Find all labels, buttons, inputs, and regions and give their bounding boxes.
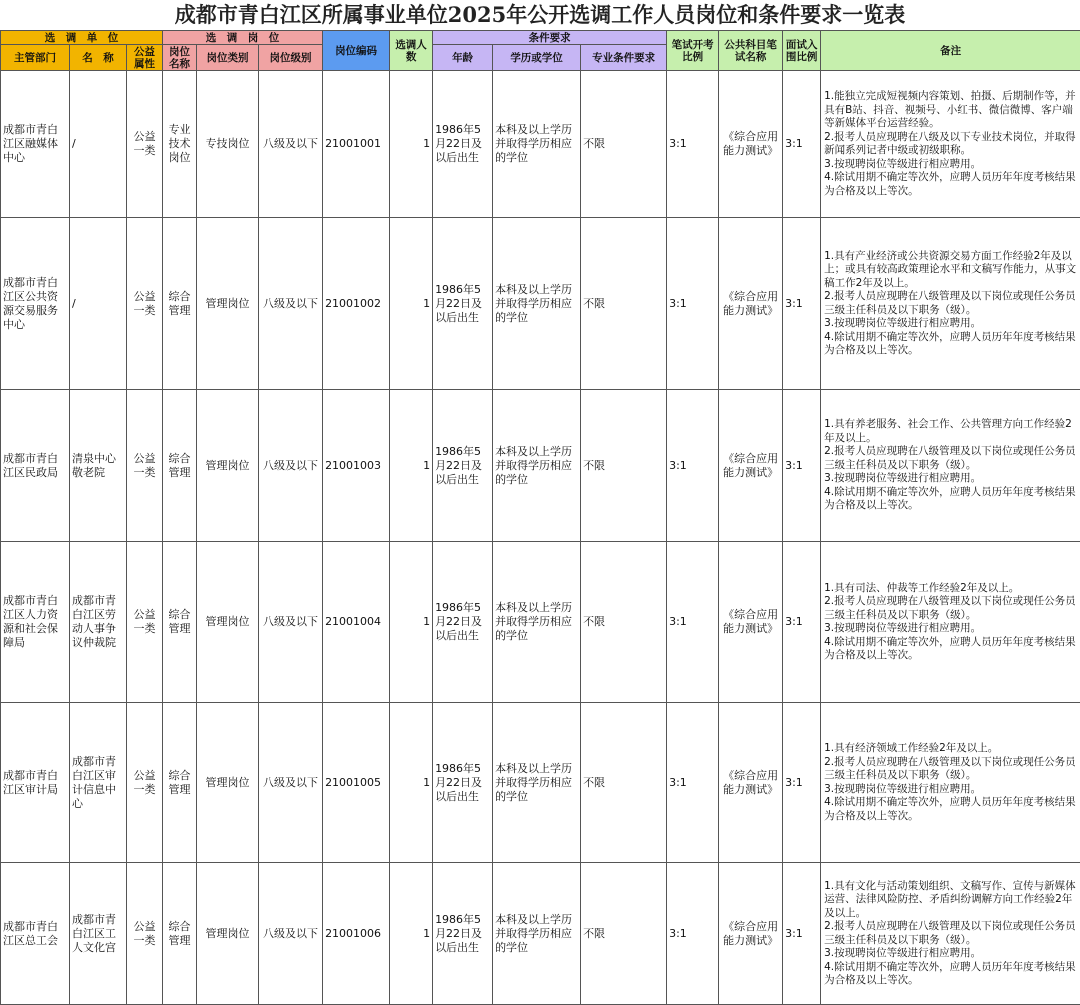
cell-count: 1: [390, 218, 433, 390]
header-code: 岗位编码: [323, 31, 390, 71]
note-line: 3.按现聘岗位等级进行相应聘用。: [824, 317, 1077, 331]
cell-subject: 《综合应用能力测试》: [719, 542, 783, 703]
table-row: [1, 703, 1080, 863]
cell-name: 清泉中心敬老院: [70, 390, 127, 542]
cell-notes: [821, 218, 1080, 390]
header-nature: 公益属性: [127, 45, 163, 71]
cell-notes: [821, 863, 1080, 1005]
cell-post-type: 管理岗位: [197, 542, 259, 703]
note-line: 1.具有文化与活动策划组织、文稿写作、宣传与新媒体运营、法律风险防控、矛盾纠纷调解方向工作经验2年及以上。: [824, 880, 1077, 921]
header-ratio-written: 笔试开考比例: [667, 31, 719, 71]
cell-dept: 成都市青白江区融媒体中心: [1, 71, 70, 218]
note-line: 4.除试用期不确定等次外，应聘人员历年年度考核结果为合格及以上等次。: [824, 171, 1077, 198]
cell-ratio-written: 3:1: [667, 542, 719, 703]
table-row: [1, 218, 1080, 390]
cell-ratio-interview: 3:1: [783, 390, 821, 542]
cell-post-name: 综合管理: [163, 703, 197, 863]
cell-notes: [821, 703, 1080, 863]
cell-code: 21001001: [323, 71, 390, 218]
cell-post-level: 八级及以下: [259, 703, 323, 863]
note-line: 3.按现聘岗位等级进行相应聘用。: [824, 783, 1077, 797]
note-line: 3.按现聘岗位等级进行相应聘用。: [824, 947, 1077, 961]
cell-code: 21001003: [323, 390, 390, 542]
cell-code: 21001006: [323, 863, 390, 1005]
cell-notes: [821, 542, 1080, 703]
cell-post-name: 专业技术岗位: [163, 71, 197, 218]
note-line: 4.除试用期不确定等次外，应聘人员历年年度考核结果为合格及以上等次。: [824, 636, 1077, 663]
cell-count: 1: [390, 390, 433, 542]
cell-post-level: 八级及以下: [259, 390, 323, 542]
cell-nature: 公益一类: [127, 218, 163, 390]
table-row: [1, 390, 1080, 542]
note-line: 2.报考人员应现聘在八级管理及以下岗位或现任公务员三级主任科员及以下职务（级）。: [824, 920, 1077, 947]
cell-ratio-interview: 3:1: [783, 542, 821, 703]
header-ratio-interview: 面试入围比例: [783, 31, 821, 71]
cell-dept: 成都市青白江区审计局: [1, 703, 70, 863]
cell-name: 成都市青白江区劳动人事争议仲裁院: [70, 542, 127, 703]
cell-nature: 公益一类: [127, 542, 163, 703]
cell-edu: 本科及以上学历并取得学历相应的学位: [493, 703, 581, 863]
cell-post-name: 综合管理: [163, 218, 197, 390]
note-line: 2.报考人员应现聘在八级及以下专业技术岗位，并取得新闻系列记者中级或初级职称。: [824, 131, 1077, 158]
cell-edu: 本科及以上学历并取得学历相应的学位: [493, 863, 581, 1005]
cell-ratio-written: 3:1: [667, 703, 719, 863]
cell-notes: [821, 390, 1080, 542]
note-line: 2.报考人员应现聘在八级管理及以下岗位或现任公务员三级主任科员及以下职务（级）。: [824, 290, 1077, 317]
header-post-group: 选 调 岗 位: [163, 31, 323, 45]
cell-code: 21001002: [323, 218, 390, 390]
cell-name: 成都市青白江区审计信息中心: [70, 703, 127, 863]
header-edu: 学历或学位: [493, 45, 581, 71]
cell-post-level: 八级及以下: [259, 863, 323, 1005]
header-unit-group: 选 调 单 位: [1, 31, 163, 45]
note-line: 4.除试用期不确定等次外，应聘人员历年年度考核结果为合格及以上等次。: [824, 796, 1077, 823]
cell-subject: 《综合应用能力测试》: [719, 863, 783, 1005]
cell-nature: 公益一类: [127, 703, 163, 863]
cell-post-type: 专技岗位: [197, 71, 259, 218]
table-row: [1, 542, 1080, 703]
note-line: 2.报考人员应现聘在八级管理及以下岗位或现任公务员三级主任科员及以下职务（级）。: [824, 595, 1077, 622]
cell-major: 不限: [581, 542, 667, 703]
header-post-level: 岗位级别: [259, 45, 323, 71]
cell-count: 1: [390, 863, 433, 1005]
cell-dept: 成都市青白江区民政局: [1, 390, 70, 542]
note-line: 3.按现聘岗位等级进行相应聘用。: [824, 622, 1077, 636]
cell-age: 1986年5月22日及以后出生: [433, 863, 493, 1005]
cell-name: /: [70, 218, 127, 390]
cell-nature: 公益一类: [127, 390, 163, 542]
cell-name: 成都市青白江区工人文化宫: [70, 863, 127, 1005]
cell-ratio-written: 3:1: [667, 390, 719, 542]
cell-age: 1986年5月22日及以后出生: [433, 703, 493, 863]
header-count: 选调人数: [390, 31, 433, 71]
note-line: 3.按现聘岗位等级进行相应聘用。: [824, 472, 1077, 486]
cell-count: 1: [390, 542, 433, 703]
cell-notes: [821, 71, 1080, 218]
header-cond-group: 条件要求: [433, 31, 667, 45]
cell-dept: 成都市青白江区人力资源和社会保障局: [1, 542, 70, 703]
note-line: 4.除试用期不确定等次外，应聘人员历年年度考核结果为合格及以上等次。: [824, 961, 1077, 988]
note-line: 4.除试用期不确定等次外，应聘人员历年年度考核结果为合格及以上等次。: [824, 486, 1077, 513]
table-row: [1, 71, 1080, 218]
header-name: 名 称: [70, 45, 127, 71]
cell-age: 1986年5月22日及以后出生: [433, 542, 493, 703]
note-line: 1.具有司法、仲裁等工作经验2年及以上。: [824, 582, 1077, 596]
cell-age: 1986年5月22日及以后出生: [433, 218, 493, 390]
cell-post-level: 八级及以下: [259, 218, 323, 390]
cell-major: 不限: [581, 390, 667, 542]
cell-major: 不限: [581, 703, 667, 863]
cell-ratio-interview: 3:1: [783, 71, 821, 218]
cell-post-name: 综合管理: [163, 542, 197, 703]
header-post-name: 岗位名称: [163, 45, 197, 71]
cell-name: /: [70, 71, 127, 218]
cell-post-type: 管理岗位: [197, 703, 259, 863]
cell-ratio-interview: 3:1: [783, 218, 821, 390]
cell-major: 不限: [581, 71, 667, 218]
note-line: 3.按现聘岗位等级进行相应聘用。: [824, 158, 1077, 172]
cell-nature: 公益一类: [127, 863, 163, 1005]
page-title: 成都市青白江区所属事业单位2025年公开选调工作人员岗位和条件要求一览表: [0, 0, 1080, 30]
note-line: 1.能独立完成短视频内容策划、拍摄、后期制作等，并具有B站、抖音、视频号、小红书、微信微博、客户端等新媒体平台运营经验。: [824, 90, 1077, 131]
cell-edu: 本科及以上学历并取得学历相应的学位: [493, 390, 581, 542]
cell-post-level: 八级及以下: [259, 542, 323, 703]
cell-major: 不限: [581, 863, 667, 1005]
note-line: 1.具有产业经济或公共资源交易方面工作经验2年及以上；或具有较高政策理论水平和文稿写作能力，从事文稿工作2年及以上。: [824, 250, 1077, 291]
cell-ratio-written: 3:1: [667, 218, 719, 390]
table-row: [1, 863, 1080, 1005]
cell-major: 不限: [581, 218, 667, 390]
cell-ratio-interview: 3:1: [783, 863, 821, 1005]
cell-code: 21001004: [323, 542, 390, 703]
cell-post-type: 管理岗位: [197, 863, 259, 1005]
cell-edu: 本科及以上学历并取得学历相应的学位: [493, 218, 581, 390]
cell-nature: 公益一类: [127, 71, 163, 218]
cell-ratio-written: 3:1: [667, 863, 719, 1005]
cell-count: 1: [390, 703, 433, 863]
cell-post-type: 管理岗位: [197, 390, 259, 542]
cell-subject: 《综合应用能力测试》: [719, 703, 783, 863]
cell-ratio-interview: 3:1: [783, 703, 821, 863]
note-line: 2.报考人员应现聘在八级管理及以下岗位或现任公务员三级主任科员及以下职务（级）。: [824, 756, 1077, 783]
cell-count: 1: [390, 71, 433, 218]
cell-code: 21001005: [323, 703, 390, 863]
note-line: 4.除试用期不确定等次外，应聘人员历年年度考核结果为合格及以上等次。: [824, 331, 1077, 358]
positions-table: [0, 30, 1080, 1005]
cell-age: 1986年5月22日及以后出生: [433, 71, 493, 218]
header-major: 专业条件要求: [581, 45, 667, 71]
cell-dept: 成都市青白江区公共资源交易服务中心: [1, 218, 70, 390]
cell-post-name: 综合管理: [163, 390, 197, 542]
header-subject: 公共科目笔试名称: [719, 31, 783, 71]
cell-post-type: 管理岗位: [197, 218, 259, 390]
header-remarks: 备注: [821, 31, 1080, 71]
cell-subject: 《综合应用能力测试》: [719, 71, 783, 218]
cell-dept: 成都市青白江区总工会: [1, 863, 70, 1005]
header-dept: 主管部门: [1, 45, 70, 71]
note-line: 2.报考人员应现聘在八级管理及以下岗位或现任公务员三级主任科员及以下职务（级）。: [824, 445, 1077, 472]
cell-edu: 本科及以上学历并取得学历相应的学位: [493, 542, 581, 703]
cell-post-name: 综合管理: [163, 863, 197, 1005]
cell-post-level: 八级及以下: [259, 71, 323, 218]
cell-age: 1986年5月22日及以后出生: [433, 390, 493, 542]
header-post-type: 岗位类别: [197, 45, 259, 71]
cell-subject: 《综合应用能力测试》: [719, 218, 783, 390]
cell-subject: 《综合应用能力测试》: [719, 390, 783, 542]
note-line: 1.具有经济领域工作经验2年及以上。: [824, 742, 1077, 756]
header-age: 年龄: [433, 45, 493, 71]
cell-ratio-written: 3:1: [667, 71, 719, 218]
note-line: 1.具有养老服务、社会工作、公共管理方向工作经验2年及以上。: [824, 418, 1077, 445]
cell-edu: 本科及以上学历并取得学历相应的学位: [493, 71, 581, 218]
